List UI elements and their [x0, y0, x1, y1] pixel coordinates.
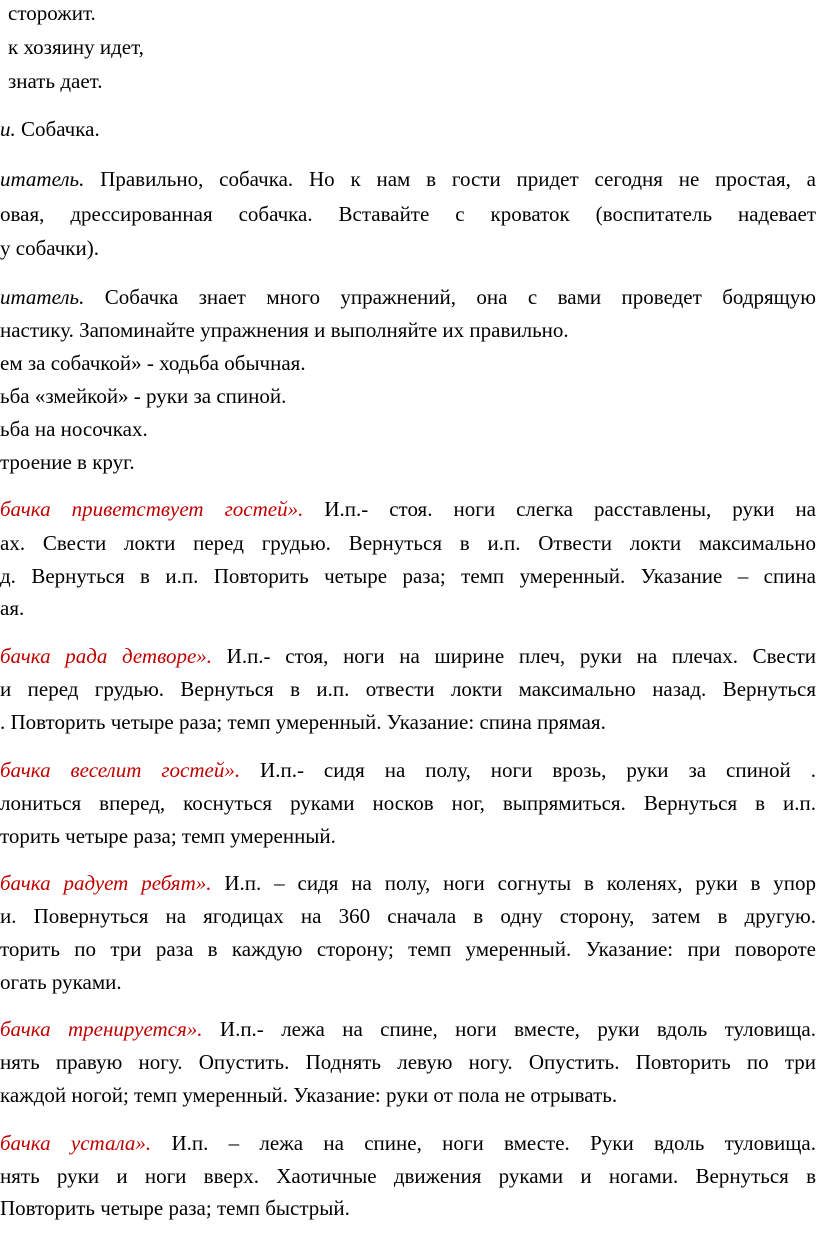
exercise-text: И.п. – лежа на спине, ноги вместе. Руки вдоль туловища. — [151, 1131, 816, 1155]
exercise-line — [0, 870, 816, 896]
exercise-text: И.п.- стоя, ноги на ширине плеч, руки на плечах. Свести — [212, 644, 816, 668]
answer-text: Собачка. — [15, 117, 100, 141]
exercise-line — [0, 757, 816, 783]
children-answer — [0, 116, 816, 142]
exercise-text: И.п. – сидя на полу, ноги согнуты в коленях, руки в упор — [211, 871, 816, 895]
warmup-item: троение в круг. — [0, 450, 135, 474]
exercise-line: нять руки и ноги вверх. Хаотичные движения руками и ногами. Вернуться в — [0, 1164, 816, 1188]
teacher-line: у собачки). — [0, 236, 99, 260]
exercise-title: бачка веселит гостей». — [0, 758, 241, 782]
exercise-title: бачка приветствует гостей». — [0, 497, 304, 521]
exercise-line: ая. — [0, 596, 25, 620]
exercise-line: торить по три раза в каждую сторону; темп умеренный. Указание: при повороте — [0, 937, 816, 961]
teacher-line: настику. Запоминайте упражнения и выполняйте их правильно. — [0, 318, 569, 342]
exercise-line — [0, 1016, 816, 1042]
exercise-title: бачка устала». — [0, 1131, 152, 1155]
exercise-line: и. Повернуться на ягодицах на 360 сначала в одну сторону, затем в другую. — [0, 904, 816, 928]
warmup-item: ьба на носочках. — [0, 417, 148, 441]
exercise-line — [0, 496, 816, 522]
speaker-label: итатель. — [0, 167, 85, 191]
poem-line: сторожит. — [8, 1, 96, 25]
exercise-line: лониться вперед, коснуться руками носков ног, выпрямиться. Вернуться в и.п. — [0, 791, 816, 815]
teacher-text: Собачка знает много упражнений, она с вами проведет бодрящую — [84, 285, 816, 309]
exercise-line: торить четыре раза; темп умеренный. — [0, 824, 336, 848]
exercise-title: бачка тренируется». — [0, 1017, 203, 1041]
poem-line: к хозяину идет, — [8, 35, 144, 59]
exercise-title: бачка радует ребят». — [0, 871, 212, 895]
exercise-text: И.п.- сидя на полу, ноги врозь, руки за спиной . — [240, 758, 816, 782]
warmup-item: ем за собачкой» - ходьба обычная. — [0, 351, 306, 375]
exercise-line: каждой ногой; темп умеренный. Указание: руки от пола не отрывать. — [0, 1083, 618, 1107]
exercise-line — [0, 1130, 816, 1156]
speaker-label: и. — [0, 117, 16, 141]
exercise-title: бачка рада детворе». — [0, 644, 213, 668]
exercise-line: ах. Свести локти перед грудью. Вернуться в и.п. Отвести локти максимально — [0, 531, 816, 555]
exercise-line: огать руками. — [0, 970, 122, 994]
exercise-line — [0, 643, 816, 669]
exercise-line: нять правую ногу. Опустить. Поднять левую ногу. Опустить. Повторить по три — [0, 1050, 816, 1074]
exercise-line: д. Вернуться в и.п. Повторить четыре раза; темп умеренный. Указание – спина — [0, 564, 816, 588]
exercise-line: Повторить четыре раза; темп быстрый. — [0, 1196, 350, 1220]
exercise-text: И.п.- лежа на спине, ноги вместе, руки вдоль туловища. — [202, 1017, 816, 1041]
exercise-text: И.п.- стоя. ноги слегка расставлены, руки на — [303, 497, 816, 521]
teacher-line — [0, 166, 816, 192]
warmup-item: ьба «змейкой» - руки за спиной. — [0, 384, 287, 408]
teacher-line: овая, дрессированная собачка. Вставайте с кроваток (воспитатель надевает — [0, 202, 816, 226]
speaker-label: итатель. — [0, 285, 85, 309]
exercise-line: . Повторить четыре раза; темп умеренный. Указание: спина прямая. — [0, 710, 606, 734]
poem-line: знать дает. — [8, 69, 103, 93]
teacher-line — [0, 284, 816, 310]
exercise-line: и перед грудью. Вернуться в и.п. отвести локти максимально назад. Вернуться — [0, 677, 816, 701]
teacher-text: Правильно, собачка. Но к нам в гости придет сегодня не простая, а — [84, 167, 816, 191]
